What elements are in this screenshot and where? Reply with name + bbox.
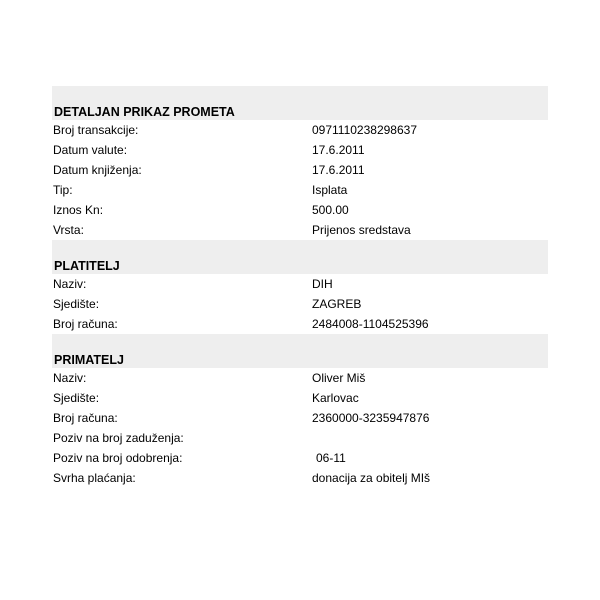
field-label: Naziv: <box>53 371 87 385</box>
field-label: Broj računa: <box>53 411 118 425</box>
field-row-recipient-account <box>52 408 548 428</box>
field-row-booking-date <box>52 160 548 180</box>
field-value: donacija za obitelj MIš <box>312 471 431 485</box>
field-value: 0971110238298637 <box>312 123 417 137</box>
field-value: Prijenos sredstava <box>312 223 411 237</box>
field-value: 06-11 <box>316 451 346 465</box>
field-value: 17.6.2011 <box>312 163 365 177</box>
field-row-payment-purpose <box>52 468 548 488</box>
field-label: Naziv: <box>53 277 87 291</box>
field-value: ZAGREB <box>312 297 362 311</box>
field-row-payer-account <box>52 314 548 334</box>
section-heading-payer: PLATITELJ <box>52 240 548 274</box>
field-value: Isplata <box>312 183 348 197</box>
field-label: Tip: <box>53 183 73 197</box>
field-label: Sjedište: <box>53 391 100 405</box>
field-row-payer-seat <box>52 294 548 314</box>
field-value: 17.6.2011 <box>312 143 365 157</box>
field-value: Karlovac <box>312 391 359 405</box>
field-label: Iznos Kn: <box>53 203 104 217</box>
field-row-type <box>52 180 548 200</box>
section-heading-recipient: PRIMATELJ <box>52 334 548 368</box>
transaction-detail-sheet <box>52 86 548 488</box>
field-label: Vrsta: <box>53 223 84 237</box>
field-value: Oliver Miš <box>312 371 366 385</box>
field-row-value-date <box>52 140 548 160</box>
field-label: Sjedište: <box>53 297 100 311</box>
field-value: 500.00 <box>312 203 349 217</box>
field-row-transaction-number <box>52 120 548 140</box>
field-row-credit-reference <box>52 448 548 468</box>
field-label: Poziv na broj odobrenja: <box>53 451 183 465</box>
field-value: DIH <box>312 277 333 291</box>
field-label: Broj računa: <box>53 317 118 331</box>
field-label: Broj transakcije: <box>53 123 139 137</box>
field-label: Svrha plaćanja: <box>53 471 136 485</box>
field-row-amount <box>52 200 548 220</box>
field-row-recipient-seat <box>52 388 548 408</box>
field-row-payer-name <box>52 274 548 294</box>
section-heading-transaction-detail: DETALJAN PRIKAZ PROMETA <box>52 86 548 120</box>
field-label: Datum valute: <box>53 143 128 157</box>
field-row-recipient-name <box>52 368 548 388</box>
field-label: Poziv na broj zaduženja: <box>53 431 184 445</box>
field-row-debit-reference <box>52 428 548 448</box>
field-value: 2484008-1104525396 <box>312 317 429 331</box>
field-row-kind <box>52 220 548 240</box>
field-value: 2360000-3235947876 <box>312 411 430 425</box>
field-label: Datum knjiženja: <box>53 163 142 177</box>
